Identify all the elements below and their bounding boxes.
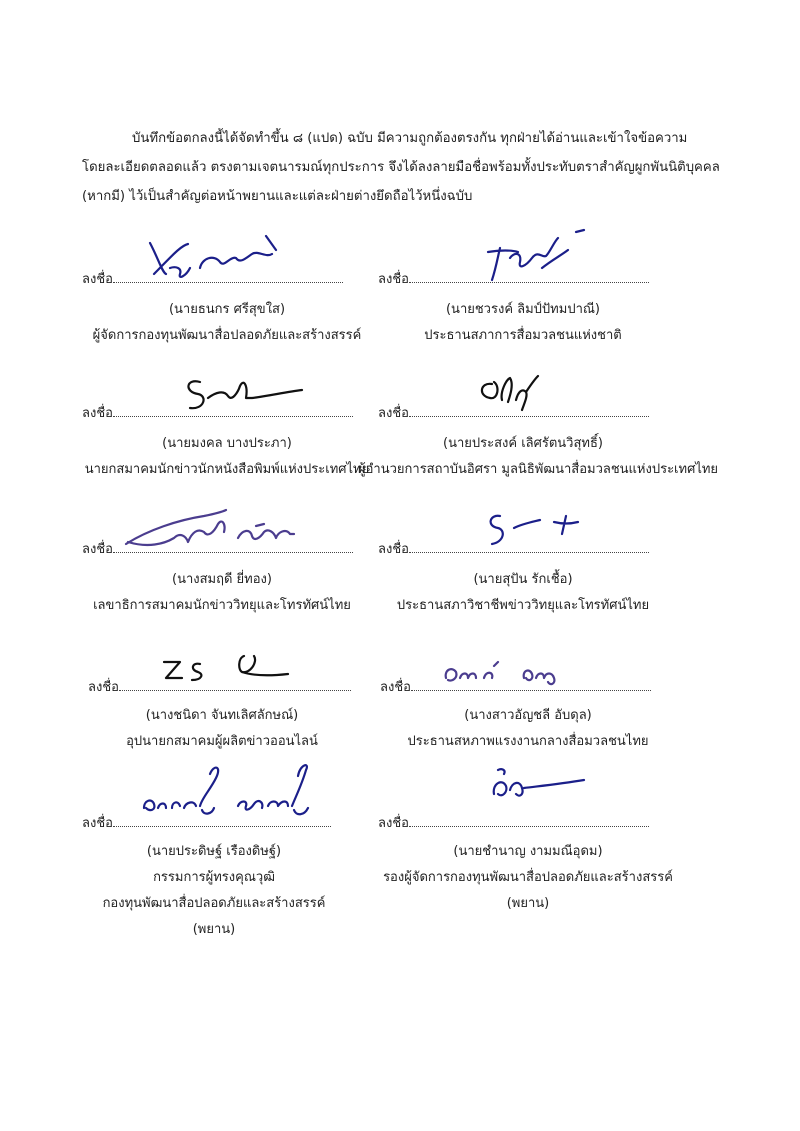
signatory-name: (นางชนิดา จันทเลิศลักษณ์): [145, 708, 299, 723]
sign-line-6: [378, 538, 649, 559]
paragraph-line: บันทึกข้อตกลงนี้ได้จัดทำขึ้น ๘ (แปด) ฉบับ มีความถูกต้องตรงกัน ทุกฝ่ายได้อ่านและเข้าใจข้อความ: [132, 131, 688, 146]
signature-dots: [409, 540, 649, 553]
signatory-title: ประธานสภาการสื่อมวลชนแห่งชาติ: [424, 328, 622, 343]
signatory-name: (นางสมฤดี ยี่ทอง): [172, 572, 272, 587]
sign-line-5: [82, 538, 353, 559]
signature-dots: [411, 678, 651, 691]
paragraph-line: โดยละเอียดตลอดแล้ว ตรงตามเจตนารมณ์ทุกประการ จึงได้ลงลายมือชื่อพร้อมทั้งประทับตราสำคัญผูกพันนิติบุคคล: [82, 160, 720, 175]
sign-line-2: [378, 268, 649, 289]
signatory-title: ผู้จัดการกองทุนพัฒนาสื่อปลอดภัยและสร้างสรรค์: [92, 328, 362, 343]
signatory-name: (นายธนกร ศรีสุขใส): [168, 302, 286, 317]
signature-10: [484, 764, 594, 810]
signatory-title: อุปนายกสมาคมผู้ผลิตข่าวออนไลน์: [126, 734, 318, 749]
sign-label: ลงชื่อ: [82, 272, 113, 287]
signatory-title: ประธานสหภาพแรงงานกลางสื่อมวลชนไทย: [407, 734, 649, 749]
witness-label: (พยาน): [192, 922, 236, 937]
sign-label: ลงชื่อ: [380, 680, 411, 695]
signatory-title: ประธานสภาวิชาชีพข่าววิทยุและโทรทัศน์ไทย: [396, 598, 650, 613]
sign-label: ลงชื่อ: [82, 406, 113, 421]
signatory-title: กรรมการผู้ทรงคุณวุฒิ: [153, 870, 275, 885]
paragraph-line: (หากมี) ไว้เป็นสำคัญต่อหน้าพยานและแต่ละฝ่ายต่างยึดถือไว้หนึ่งฉบับ: [82, 189, 473, 204]
signatory-name: (นายมงคล บางประภา): [162, 436, 292, 451]
signature-dots: [113, 814, 331, 827]
sign-line-10: [378, 812, 649, 833]
sign-line-1: [82, 268, 343, 289]
signature-dots: [113, 540, 353, 553]
signatory-title: นายกสมาคมนักข่าวนักหนังสือพิมพ์แห่งประเทศไทย: [84, 462, 370, 477]
signatory-name: (นายประดิษฐ์ เรืองดิษฐ์): [146, 844, 282, 859]
sign-label: ลงชื่อ: [82, 816, 113, 831]
signatory-title: เลขาธิการสมาคมนักข่าววิทยุและโทรทัศน์ไทย: [93, 598, 351, 613]
sign-line-9: [82, 812, 331, 833]
sign-label: ลงชื่อ: [378, 816, 409, 831]
sign-label: ลงชื่อ: [82, 542, 113, 557]
signature-dots: [409, 270, 649, 283]
sign-label: ลงชื่อ: [378, 272, 409, 287]
closing-paragraph: [82, 124, 722, 211]
signatory-name: (นายชำนาญ งามมณีอุดม): [453, 844, 603, 859]
signature-dots: [409, 814, 649, 827]
witness-label: (พยาน): [506, 896, 550, 911]
signatory-title: รองผู้จัดการกองทุนพัฒนาสื่อปลอดภัยและสร้างสรรค์: [383, 870, 673, 885]
signature-dots: [113, 404, 353, 417]
sign-line-7: [88, 676, 351, 697]
signature-dots: [409, 404, 649, 417]
signatory-title: ผู้อำนวยการสถาบันอิศรา มูลนิธิพัฒนาสื่อมวลชนแห่งประเทศไทย: [358, 462, 719, 477]
signatory-name: (นายประสงค์ เลิศรัตนวิสุทธิ์): [443, 436, 603, 451]
signature-dots: [113, 270, 343, 283]
sign-line-3: [82, 402, 353, 423]
signatory-name: (นายชวรงค์ ลิมป์ปัทมปาณี): [445, 302, 601, 317]
sign-line-4: [378, 402, 649, 423]
sign-label: ลงชื่อ: [378, 406, 409, 421]
signature-dots: [119, 678, 351, 691]
sign-label: ลงชื่อ: [378, 542, 409, 557]
signatory-title-line2: กองทุนพัฒนาสื่อปลอดภัยและสร้างสรรค์: [102, 896, 326, 911]
sign-label: ลงชื่อ: [88, 680, 119, 695]
sign-line-8: [380, 676, 651, 697]
signatory-name: (นายสุปัน รักเชื้อ): [473, 572, 573, 587]
signatory-name: (นางสาวอัญชลี อับดุล): [464, 708, 592, 723]
